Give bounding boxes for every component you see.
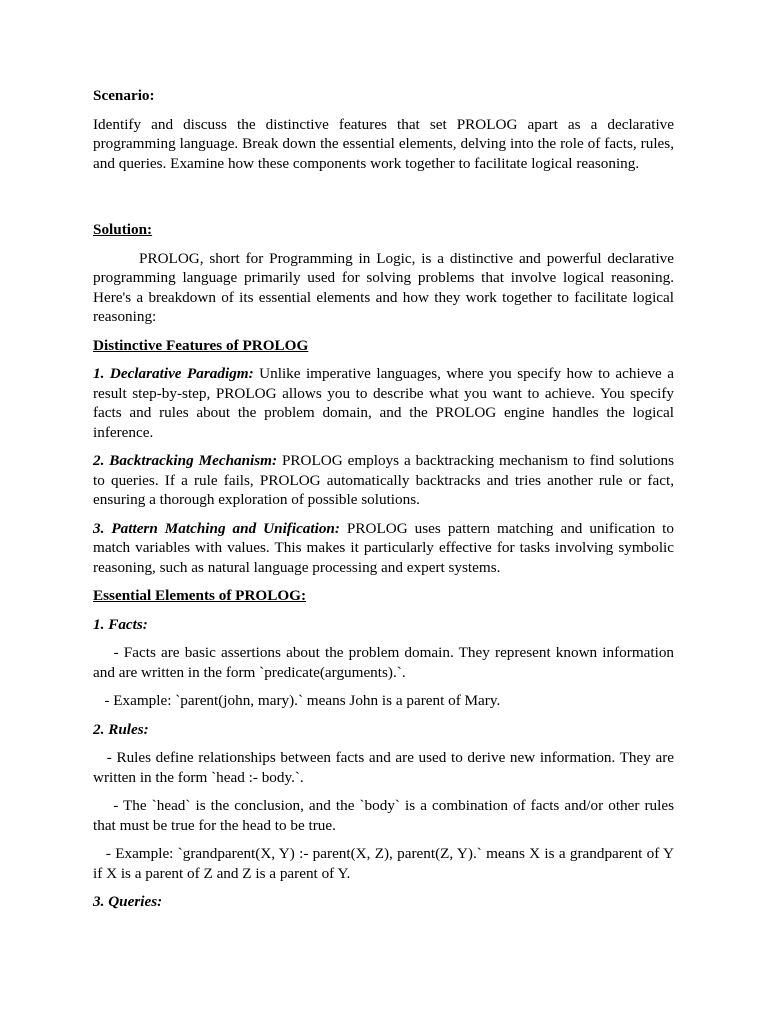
features-heading: Distinctive Features of PROLOG bbox=[93, 336, 309, 354]
feature-text: PROLOG uses pattern matching and unification to match variables with values. This makes it particularly effective for tasks involving symbolic reasoning, such as natural language processing and expert systems. bbox=[93, 519, 674, 576]
rules-head-body: - The `head` is the conclusion, and the `body` is a combination of facts and/or other rules that must be true for the head to be true. bbox=[93, 797, 678, 834]
feature-text: Unlike imperative languages, where you specify how to achieve a result step-by-step, PROLOG allows you to describe what you want to achieve. You specify facts and rules about the problem domain, and the PROLOG engine handles the logical inference. bbox=[93, 365, 675, 441]
document-page bbox=[93, 86, 678, 921]
feature-item-backtracking bbox=[93, 451, 674, 510]
section-spacer bbox=[93, 182, 674, 220]
facts-description: - Facts are basic assertions about the problem domain. They represent known information and are written in the form `predicate(arguments).`. bbox=[93, 644, 678, 681]
feature-title: 1. Declarative Paradigm: bbox=[93, 365, 254, 382]
rules-title: 2. Rules: bbox=[93, 720, 149, 738]
elements-heading: Essential Elements of PROLOG: bbox=[93, 587, 307, 604]
rules-description: - Rules define relationships between facts and are used to derive new information. They are written in the form `head :- body.`. bbox=[93, 749, 678, 786]
scenario-text: Identify and discuss the distinctive features that set PROLOG apart as a declarative programming language. Break down the essential elements, delving into the role of facts, rules, and queries. Examine how these components work together to facilitate logical reasoning. bbox=[93, 115, 674, 172]
feature-title: 3. Pattern Matching and Unification: bbox=[93, 519, 340, 537]
feature-text: PROLOG employs a backtracking mechanism to find solutions to queries. If a rule fails, PROLOG automatically backtracks and tries another rule or fact, ensuring a thorough exploration of possible solutions. bbox=[93, 452, 674, 508]
facts-title: 1. Facts: bbox=[93, 615, 148, 633]
solution-heading: Solution: bbox=[93, 221, 153, 238]
rules-example: - Example: `grandparent(X, Y) :- parent(X, Z), parent(Z, Y).` means X is a grandparent of Y if X is a parent of Z and Z is a parent of Y. bbox=[93, 845, 678, 882]
scenario-heading: Scenario: bbox=[93, 87, 155, 104]
feature-item-declarative bbox=[93, 364, 674, 442]
solution-intro: PROLOG, short for Programming in Logic, is a distinctive and powerful declarative programming language primarily used for solving problems that involve logical reasoning. Here's a breakdown of its essential elements and how they work together to facilitate logical reasoning: bbox=[93, 249, 674, 325]
feature-title: 2. Backtracking Mechanism: bbox=[93, 452, 278, 469]
facts-example: - Example: `parent(john, mary).` means John is a parent of Mary. bbox=[93, 692, 501, 709]
feature-item-pattern-matching bbox=[93, 519, 674, 578]
queries-title: 3. Queries: bbox=[93, 893, 163, 910]
